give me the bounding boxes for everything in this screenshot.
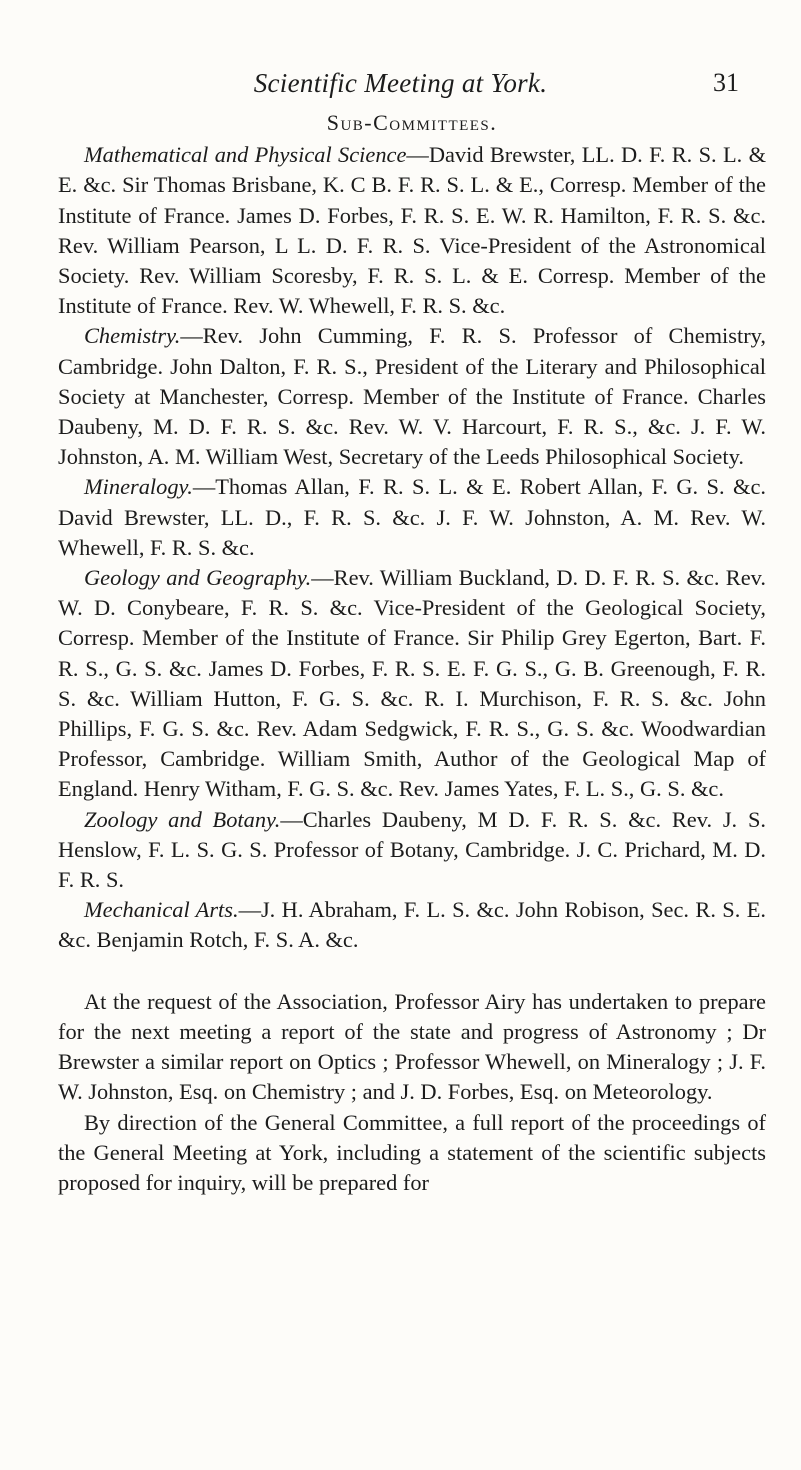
committee-entry [58, 895, 766, 955]
running-head [0, 64, 801, 104]
body-paragraph: By direction of the General Committee, a full report of the proceedings of the General Meeting at York, including a statement of the scientific subjects proposed for inquiry, will be prepared for [58, 1109, 766, 1195]
committee-members: —David Brewster, LL. D. F. R. S. L. & E. &c. Sir Thomas Brisbane, K. C B. F. R. S. L. & E., Corresp. Member of the Institute of France. James D. Forbes, F. R. S. E. W. R. Hamilton, F. R. S. &c. Rev. William Pearson, L L. D. F. R. S. Vice-President of the Astronomical Society. Rev. William Scoresby, F. R. S. L. & E. Corresp. Member of the Institute of France. Rev. W. Whewell, F. R. S. &c. [58, 142, 766, 319]
committee-entry [58, 140, 766, 321]
running-head-title: Scientific Meeting at York. [253, 68, 548, 98]
body-paragraph: At the request of the Association, Professor Airy has undertaken to prepare for the next meeting a report of the state and progress of Astronomy ; Dr Brewster a similar report on Optics ; Professor Whewell, on Mineralogy ; J. F. W. Johnston, Esq. on Chemistry ; and J. D. Forbes, Esq. on Meteorology. [58, 988, 766, 1105]
committee-members: —Rev. William Buckland, D. D. F. R. S. &c. Rev. W. D. Conybeare, F. R. S. &c. Vice-President of the Geological Society, Corresp. Member of the Institute of France. Sir Philip Grey Egerton, Bart. F. R. S., G. S. &c. James D. Forbes, F. R. S. E. F. G. S., G. B. Greenough, F. R. S. &c. William Hutton, F. G. S. &c. R. I. Murchison, F. R. S. &c. John Phillips, F. G. S. &c. Rev. Adam Sedgwick, F. R. S., G. S. &c. Woodwardian Professor, Cambridge. William Smith, Author of the Geological Map of England. Henry Witham, F. G. S. &c. Rev. James Yates, F. L. S., G. S. &c. [58, 565, 767, 802]
committee-entry [58, 805, 766, 896]
committee-members: —Thomas Allan, F. R. S. L. & E. Robert Allan, F. G. S. &c. David Brewster, LL. D., F. R. S. &c. J. F. W. Johnston, A. M. Rev. W. Whewell, F. R. S. &c. [58, 474, 766, 560]
body-text [58, 108, 766, 1198]
committee-subject: Mechanical Arts. [84, 897, 239, 923]
committee-entry [58, 472, 766, 563]
committee-subject: Geology and Geography. [84, 565, 312, 591]
committee-entry [58, 321, 766, 472]
committee-subject: Mathematical and Physical Science [84, 142, 407, 168]
section-heading: Sub-Committees. [326, 110, 498, 135]
paragraph-gap [58, 956, 766, 987]
committee-members: —Charles Daubeny, M D. F. R. S. &c. Rev. J. S. Henslow, F. L. S. G. S. Professor of Botany, Cambridge. J. C. Prichard, M. D. F. R. S. [58, 806, 766, 893]
committee-subject: Mineralogy. [84, 474, 193, 500]
committee-entry [58, 563, 766, 805]
committee-members: —J. H. Abraham, F. L. S. &c. John Robison, Sec. R. S. E. &c. Benjamin Rotch, F. S. A. &c. [58, 897, 766, 953]
page-number: 31 [713, 68, 739, 97]
committee-members: —Rev. John Cumming, F. R. S. Professor of Chemistry, Cambridge. John Dalton, F. R. S., President of the Literary and Philosophical Society at Manchester, Corresp. Member of the Institute of France. Charles Daubeny, M. D. F. R. S. &c. Rev. W. V. Harcourt, F. R. S., &c. J. F. W. Johnston, A. M. William West, Secretary of the Leeds Philosophical Society. [58, 323, 766, 470]
committee-subject: Zoology and Botany. [84, 806, 281, 832]
committee-subject: Chemistry. [84, 323, 181, 349]
